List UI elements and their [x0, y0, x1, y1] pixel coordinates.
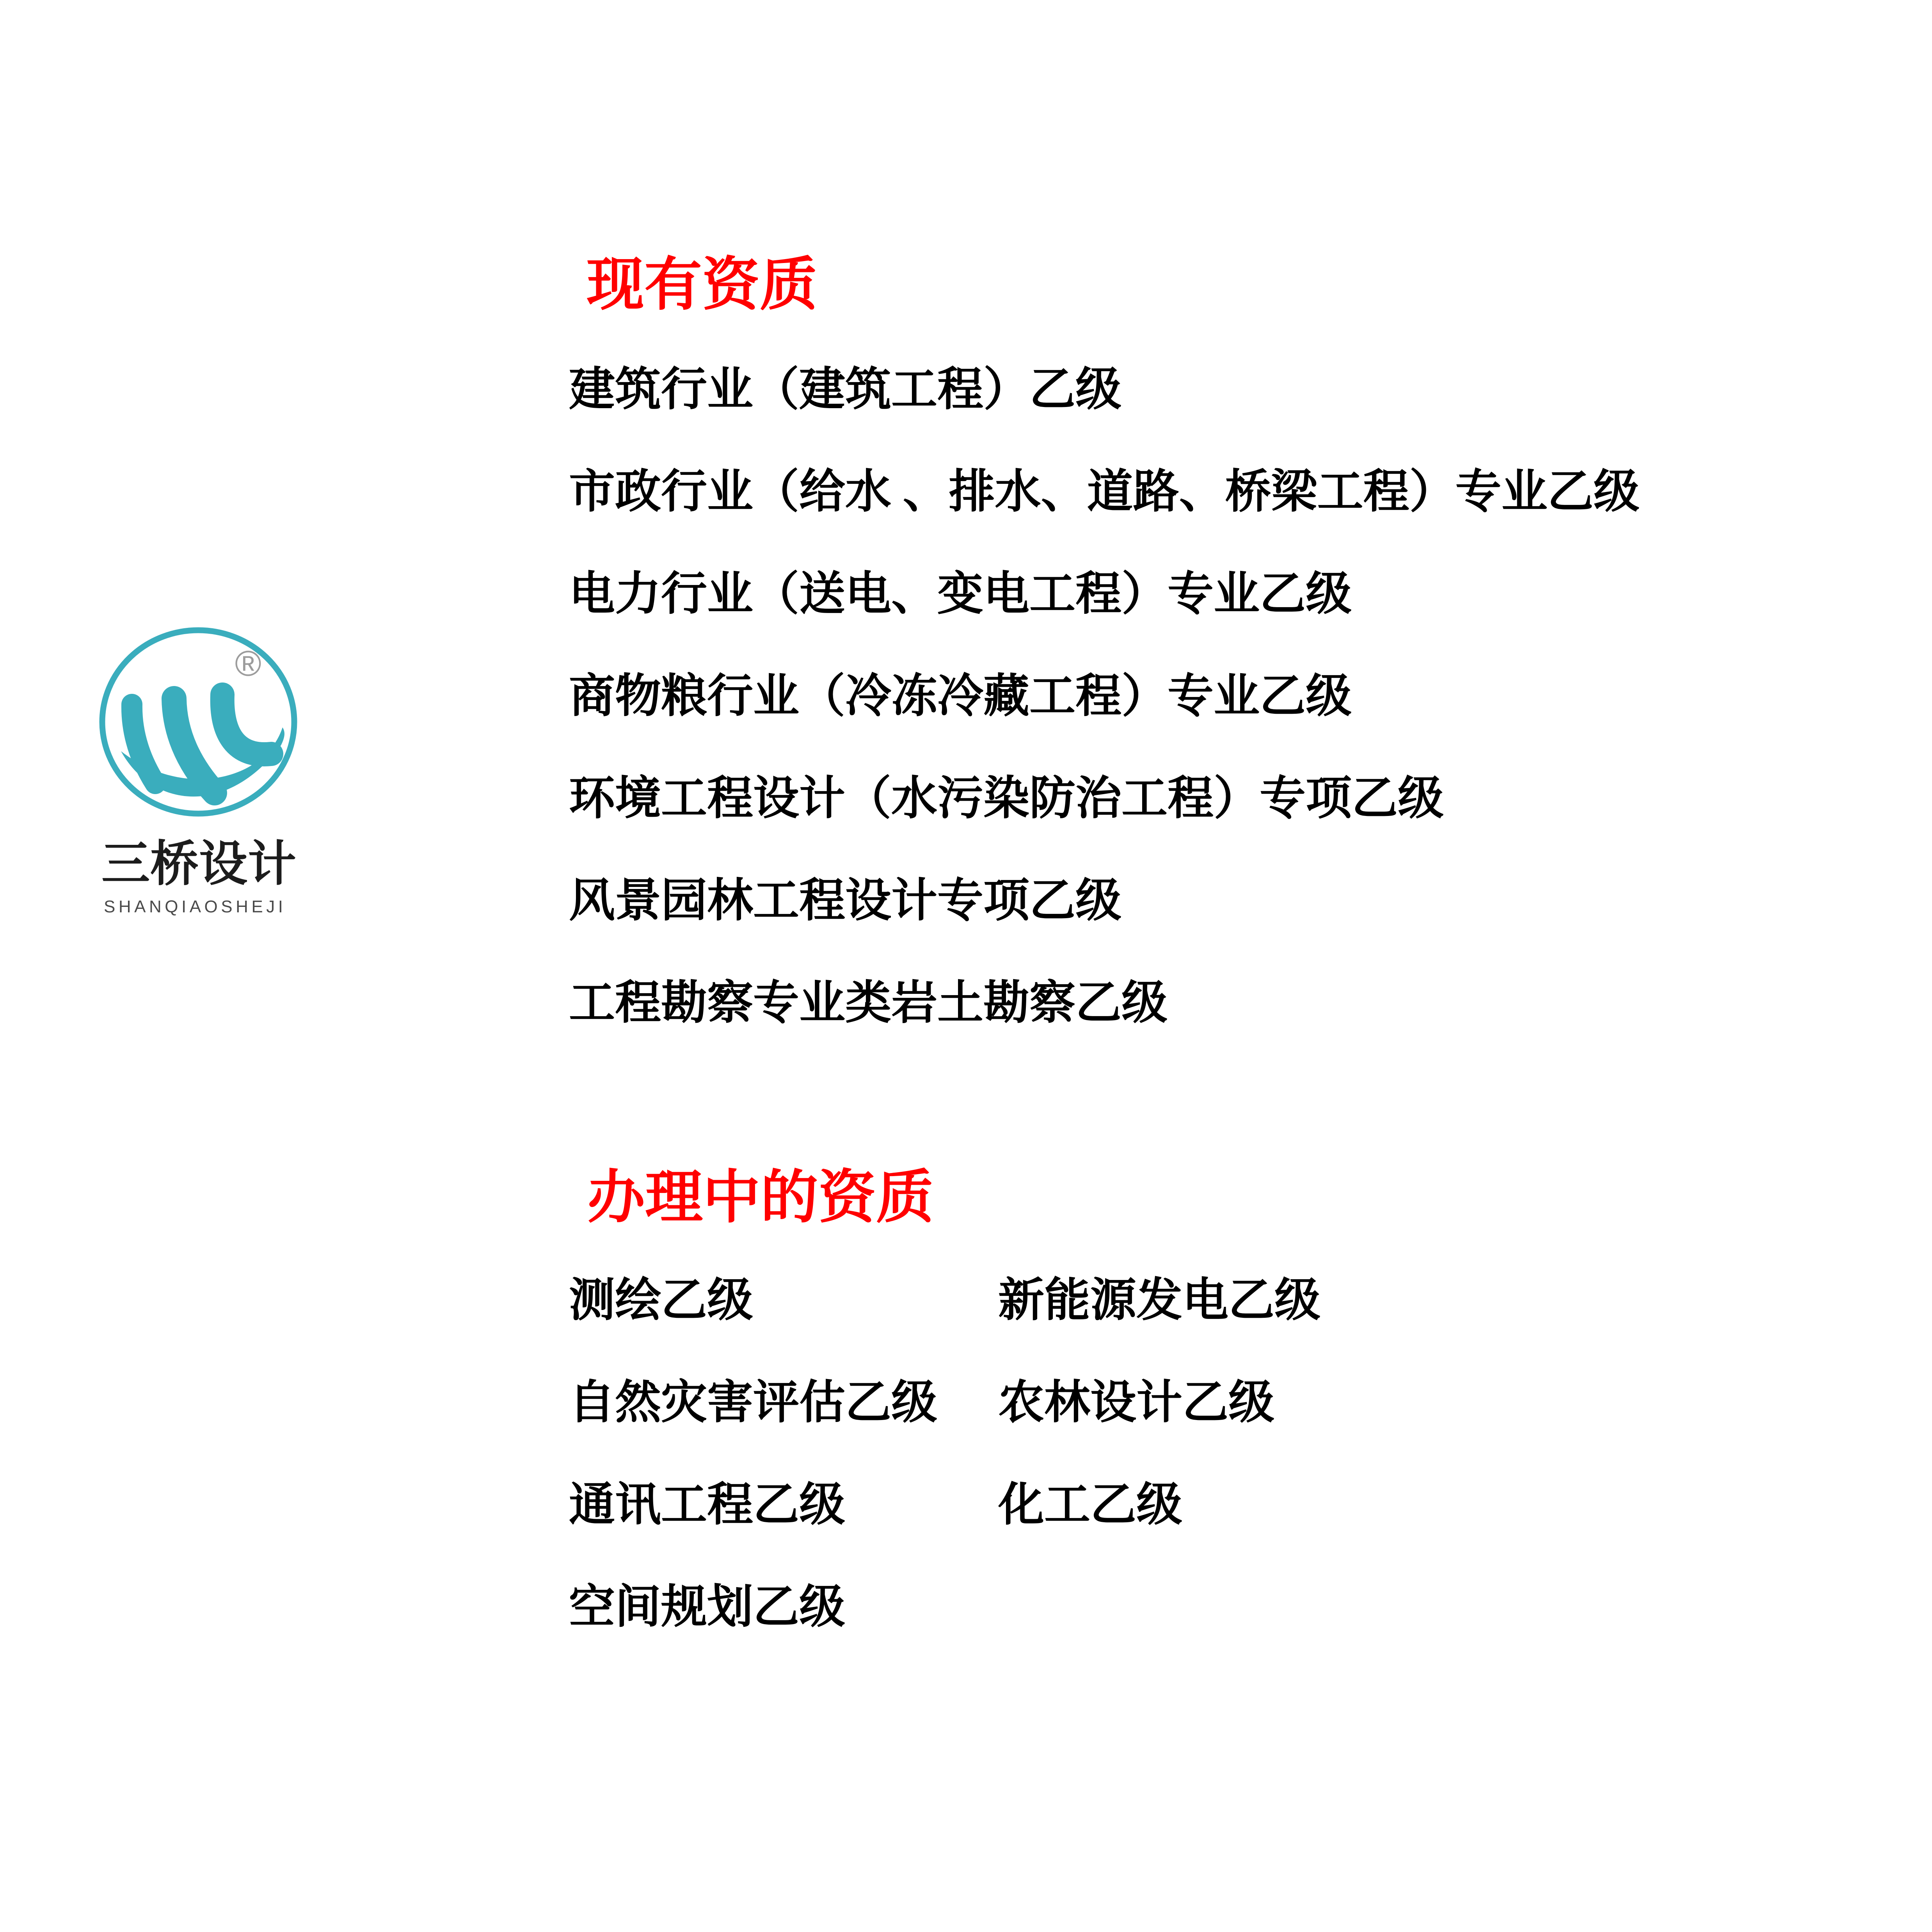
- qualification-item: 通讯工程乙级: [569, 1479, 846, 1530]
- brand-name-cn: 三桥设计: [101, 836, 297, 892]
- brand-name-en: SHANQIAOSHEJI: [104, 897, 286, 916]
- qualification-item: 测绘乙级: [569, 1275, 754, 1326]
- qualification-item: 空间规划乙级: [569, 1582, 846, 1633]
- qualification-item: 电力行业（送电、变电工程）专业乙级: [569, 569, 1352, 620]
- qualification-item: 工程勘察专业类岩土勘察乙级: [569, 978, 1168, 1029]
- wave-logo-icon: [98, 617, 300, 835]
- pending-right-column: [998, 1249, 1321, 1556]
- qualification-item: 风景园林工程设计专项乙级: [569, 875, 1122, 926]
- pending-left-column: [569, 1249, 937, 1658]
- qualification-item: 农林设计乙级: [998, 1377, 1275, 1428]
- qualification-item: 化工乙级: [998, 1479, 1183, 1530]
- existing-qualifications-list: [569, 339, 1640, 1054]
- registered-trademark-icon: ®: [235, 644, 261, 684]
- qualification-item: 商物粮行业（冷冻冷藏工程）专业乙级: [569, 671, 1352, 722]
- section-title-pending: 办理中的资质: [587, 1166, 934, 1230]
- section-title-existing: 现有资质: [587, 253, 818, 317]
- qualification-item: 市政行业（给水 、排水、道路、桥梁工程）专业乙级: [569, 466, 1640, 517]
- qualification-item: 建筑行业（建筑工程）乙级: [569, 364, 1122, 415]
- qualification-item: 环境工程设计（水污染防治工程）专项乙级: [569, 773, 1444, 824]
- qualification-item: 自然灾害评估乙级: [569, 1377, 938, 1428]
- qualification-item: 新能源发电乙级: [998, 1275, 1321, 1326]
